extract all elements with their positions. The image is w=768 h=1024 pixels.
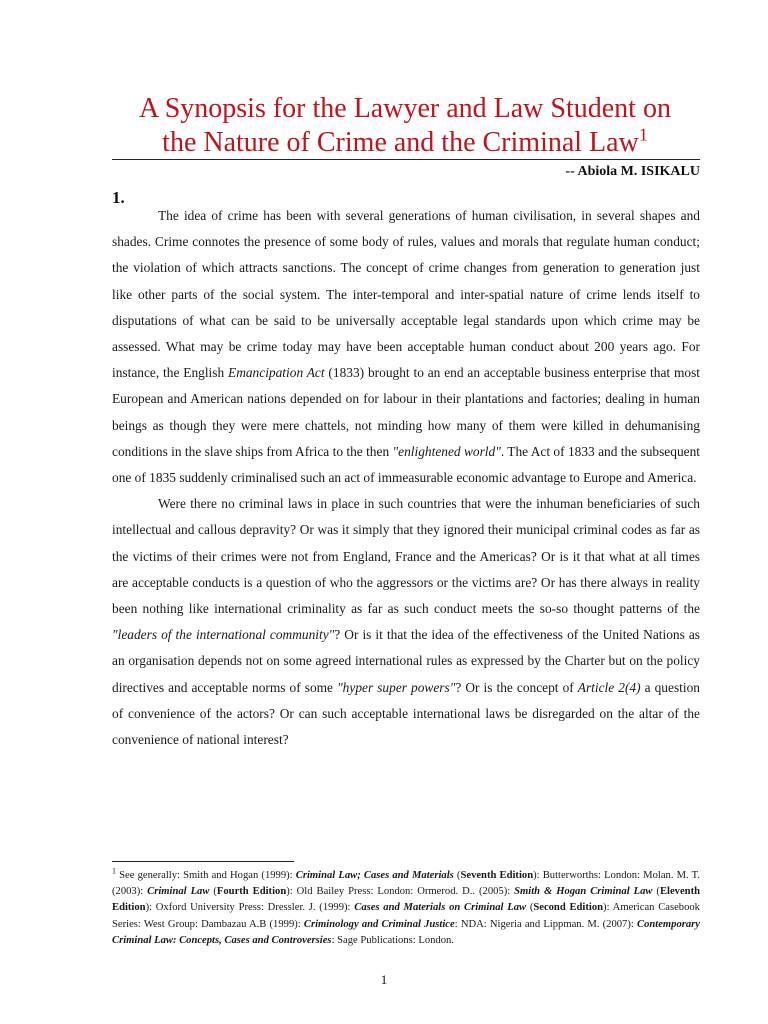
paragraph-2-text-a: Were there no criminal laws in place in such countries that were the inhuman beneficiaries of such intellectual and callous depravity? Or was it simply that they ignored their municipal criminal codes as far as the victims of their crimes were not from England, France and the Americas? Or is it that what at all times are acceptable conducts is a question of who the aggressors or the victims are? Or has there always in reality been nothing like international criminality as far as such conduct meets the so-so thought patterns of the	[112, 496, 700, 617]
paragraph-1	[112, 203, 700, 491]
footnote-text: See generally: Smith and Hogan (1999):	[116, 870, 296, 881]
footnote-text: (	[526, 902, 534, 914]
leaders-quote: "leaders of the international community"	[112, 627, 335, 643]
footnote-book-title: Criminal Law; Cases and Materials	[295, 870, 454, 881]
document-title	[110, 92, 700, 160]
section-number: 1.	[112, 188, 125, 207]
footnote-edition: Fourth Edition	[216, 886, 287, 898]
footnote-text: : Sage Publications: London.	[331, 934, 454, 946]
page-number: 1	[380, 972, 388, 987]
hyper-super-powers-quote: "hyper super powers"	[337, 679, 456, 695]
title-footnote-mark[interactable]: 1	[638, 124, 648, 145]
footnote-text: : NDA: Nigeria and Lippman. M. (2007):	[454, 918, 638, 930]
paragraph-2-text-d: a question of convenience of the actors? Or can such acceptable international laws be disregarded on the altar of the convenience of national interest?	[112, 679, 700, 748]
footnote-1	[112, 868, 700, 949]
footnote-edition: Second Edition	[533, 902, 604, 914]
enlightened-world-quote: "enlightened world"	[392, 443, 501, 459]
footnote-text: ): Old Bailey Press: London: Ormerod. D.. (2005):	[286, 886, 515, 898]
body-text	[112, 203, 700, 753]
footnote-edition: Eleventh Edition	[112, 886, 700, 914]
footnote-book-title: Cases and Materials on Criminal Law	[354, 902, 527, 914]
footnote-book-title: Smith & Hogan Criminal Law	[514, 886, 653, 898]
paragraph-1-text-b: (1833) brought to an end an acceptable business enterprise that most European and American nations depended on for labour in their plantations and factories; dealing in human beings as though they were mere chattels, not minding how many of them were killed in dehumanising conditions in the slave ships from Africa to the then	[112, 365, 700, 459]
title-line-1: A Synopsis for the Lawyer and Law Student on	[139, 93, 671, 124]
title-underline	[112, 159, 700, 160]
footnote-separator	[112, 861, 294, 862]
footnote-book-title: Contemporary Criminal Law: Concepts, Cases and Controversies	[112, 918, 700, 946]
footnote-edition: Seventh Edition	[460, 870, 534, 881]
paragraph-1-text-a: The idea of crime has been with several generations of human civilisation, in several shapes and shades. Crime connotes the presence of some body of rules, values and morals that regulate human conduct; the violation of which attracts sanctions. The concept of crime changes from generation to generation just like other parts of the social system. The inter-temporal and inter-spatial nature of crime lends itself to disputations of what can be said to be universally acceptable legal standards upon which crime may be assessed. What may be crime today may have been acceptable human conduct about 200 years ago. For instance, the English	[112, 208, 700, 381]
article-reference: Article 2(4)	[577, 679, 641, 695]
footnote-text: ): Oxford University Press: Dressler. J. (1999):	[145, 902, 355, 914]
emancipation-act-title: Emancipation Act	[228, 365, 325, 381]
title-line-2: the Nature of Crime and the Criminal Law	[162, 127, 639, 158]
footnote-book-title: Criminal Law	[147, 886, 210, 898]
footnote-book-title: Criminology and Criminal Justice	[303, 918, 455, 930]
footnote-text: (	[209, 886, 217, 898]
footnote-text: (	[453, 870, 461, 881]
paragraph-2	[112, 491, 700, 753]
footnote-text: ): Butterworths: London: Molan. M. T. (2003):	[112, 870, 700, 898]
paragraph-1-text-c: . The Act of 1833 and the subsequent one of 1835 suddenly criminalised such an act of immeasurable economic advantage to Europe and America.	[112, 443, 700, 486]
paragraph-2-text-b: ? Or is it that the idea of the effectiveness of the United Nations as an organisation depends not on some agreed international rules as expressed by the Charter but on the policy directives and acceptable norms of some	[112, 627, 701, 695]
footnote-text: (	[652, 886, 660, 898]
footnote-mark: 1	[112, 866, 116, 876]
paragraph-2-text-c: ? Or is the concept of	[455, 679, 578, 695]
footnote-text: ): American Casebook Series: West Group: Dambazau A.B (1999):	[112, 902, 700, 930]
author-line: -- Abiola M. ISIKALU	[565, 164, 700, 179]
